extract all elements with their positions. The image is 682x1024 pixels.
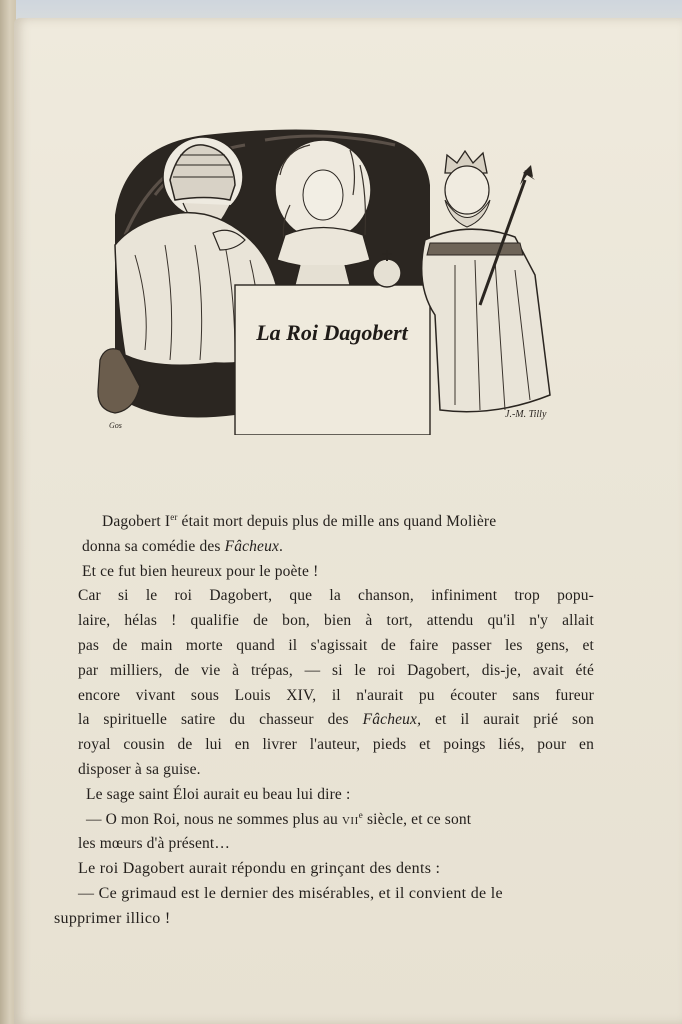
text-line: laire, hélas ! qualifie de bon, bien à tort, attendu qu'il n'y allait <box>78 612 594 630</box>
text-line: supprimer illico ! <box>54 909 171 927</box>
illustration <box>95 125 570 435</box>
text-line: la spirituelle satire du chasseur des Fâcheux, et il aurait prié son <box>78 711 595 729</box>
text-line: les mœurs d'à présent… <box>78 835 231 853</box>
text-line: encore vivant sous Louis XIV, il n'aurait pu écouter sans fureur <box>78 686 594 704</box>
artist-signature: J.-M. Tilly <box>505 409 547 420</box>
text-line: disposer à sa guise. <box>78 760 201 778</box>
text-line: royal cousin de lui en livrer l'auteur, pieds et poings liés, pour en <box>78 736 594 754</box>
text-line: Le roi Dagobert aurait répondu en grinçant des dents : <box>78 860 441 878</box>
text-line: Dagobert Ier était mort depuis plus de mille ans quand Molière <box>102 512 497 530</box>
illustration-caption: La Roi Dagobert <box>256 320 408 345</box>
text-line: pas de main morte quand il s'agissait de faire passer les gens, et <box>78 636 594 654</box>
pedestal <box>235 285 430 435</box>
text-line: Car si le roi Dagobert, que la chanson, infiniment trop popu- <box>78 587 594 605</box>
text-line: par milliers, de vie à trépas, — si le roi Dagobert, dis-je, avait été <box>78 661 594 679</box>
text-line: donna sa comédie des Fâcheux. <box>82 537 284 555</box>
text-line: — O mon Roi, nous ne sommes plus au VIIe siècle, et ce sont <box>86 809 472 828</box>
text-line: Et ce fut bien heureux pour le poète ! <box>82 562 319 580</box>
body-text <box>54 510 594 932</box>
text-line: Le sage saint Éloi aurait eu beau lui dire : <box>86 785 351 803</box>
text-line: — Ce grimaud est le dernier des misérables, et il convient de le <box>78 884 503 902</box>
monogram: Gos <box>109 421 122 430</box>
moliere-bust <box>275 140 371 285</box>
